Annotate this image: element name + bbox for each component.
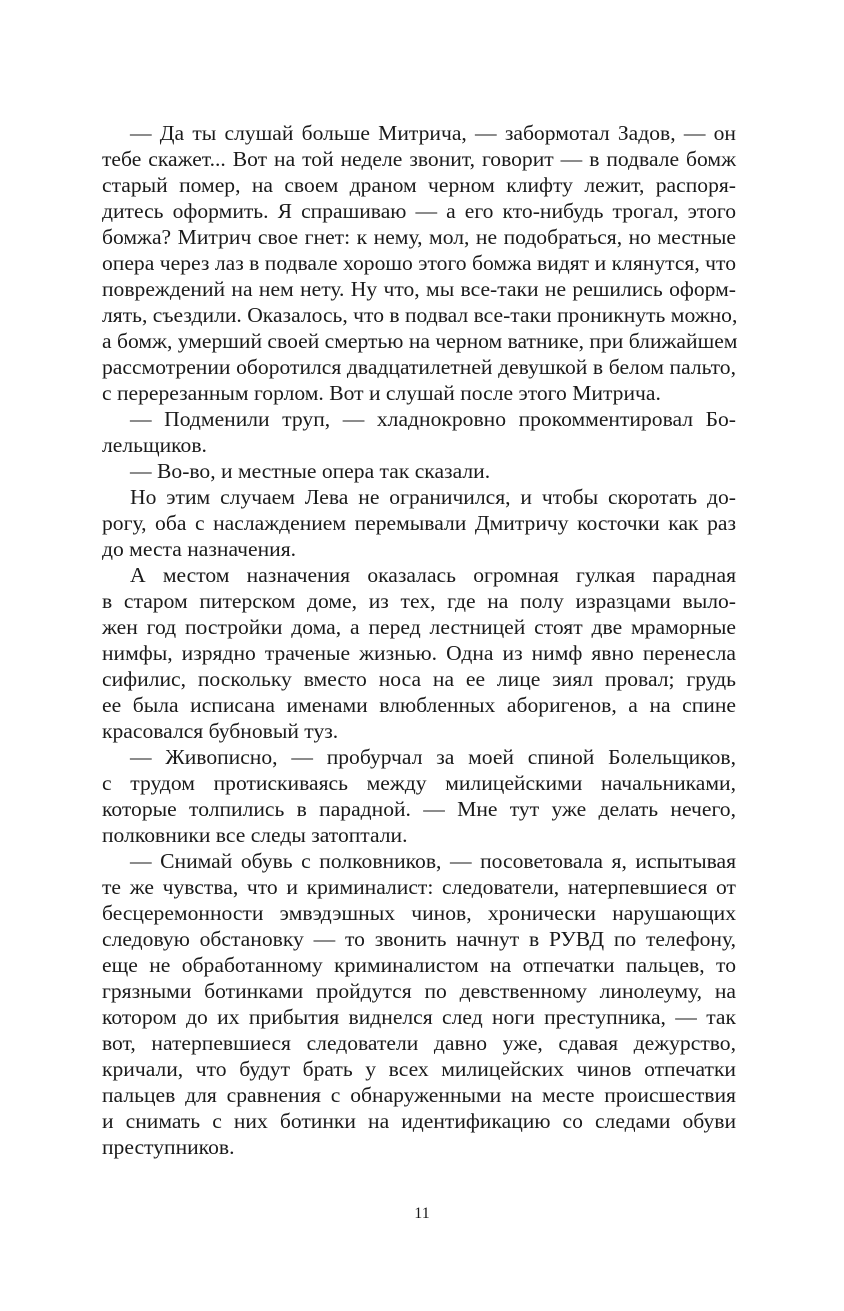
- text-line: — Живописно, — пробурчал за моей спиной Болельщиков,: [130, 745, 736, 769]
- body-text: [102, 120, 736, 1160]
- text-line: полковники все следы затоптали.: [102, 823, 408, 847]
- text-line: сифилис, поскольку вместо носа на ее лице зиял провал; грудь: [102, 667, 736, 691]
- text-line: рассмотрении оборотился двадцатилетней девушкой в белом пальто,: [102, 355, 736, 379]
- text-line: в старом питерском доме, из тех, где на полу изразцами выло-: [102, 589, 736, 613]
- text-line: до места назначения.: [102, 537, 297, 561]
- text-line: А местом назначения оказалась огромная гулкая парадная: [130, 563, 736, 587]
- text-line: котором до их прибытия виднелся след ноги преступника, — так: [102, 1005, 736, 1029]
- text-line: бесцеремонности эмвэдэшных чинов, хронически нарушающих: [102, 901, 736, 925]
- text-line: рогу, оба с наслаждением перемывали Дмитричу косточки как раз: [102, 511, 736, 535]
- text-line: вот, натерпевшиеся следователи давно уже, сдавая дежурство,: [102, 1031, 736, 1055]
- text-line: грязными ботинками пройдутся по девственному линолеуму, на: [102, 979, 736, 1003]
- text-line: — Подменили труп, — хладнокровно прокомментировал Бо-: [130, 407, 736, 431]
- text-line: следовую обстановку — то звонить начнут в РУВД по телефону,: [102, 927, 736, 951]
- text-line: с перерезанным горлом. Вот и слушай после этого Митрича.: [102, 381, 661, 405]
- text-line: бомжа? Митрич свое гнет: к нему, мол, не подобраться, но местные: [102, 225, 736, 249]
- text-line: тебе скажет... Вот на той неделе звонит, говорит — в подвале бомж: [102, 147, 736, 171]
- text-line: преступников.: [102, 1135, 235, 1159]
- page-number: 11: [414, 1205, 430, 1222]
- text-line: — Да ты слушай больше Митрича, — забормотал Задов, — он: [130, 121, 736, 145]
- text-line: кричали, что будут брать у всех милицейских чинов отпечатки: [102, 1057, 736, 1081]
- text-line: красовался бубновый туз.: [102, 719, 339, 743]
- text-line: которые толпились в парадной. — Мне тут уже делать нечего,: [102, 797, 736, 821]
- text-line: пальцев для сравнения с обнаруженными на месте происшествия: [102, 1083, 736, 1107]
- text-line: жен год постройки дома, а перед лестницей стоят две мраморные: [102, 615, 736, 639]
- text-line: Но этим случаем Лева не ограничился, и чтобы скоротать до-: [130, 485, 736, 509]
- text-line: опера через лаз в подвале хорошо этого бомжа видят и клянутся, что: [102, 251, 736, 275]
- text-line: лять, съездили. Оказалось, что в подвал все-таки проникнуть можно,: [102, 303, 738, 327]
- text-line: а бомж, умерший своей смертью на черном ватнике, при ближайшем: [102, 329, 738, 353]
- text-line: дитесь оформить. Я спрашиваю — а его кто-нибудь трогал, этого: [102, 199, 736, 223]
- text-line: — Снимай обувь с полковников, — посоветовала я, испытывая: [130, 849, 736, 873]
- text-line: повреждений на нем нету. Ну что, мы все-таки не решились оформ-: [102, 277, 736, 301]
- text-line: нимфы, изрядно траченые жизнью. Одна из нимф явно перенесла: [102, 641, 736, 665]
- text-line: и снимать с них ботинки на идентификацию со следами обуви: [102, 1109, 736, 1133]
- text-line: те же чувства, что и криминалист: следователи, натерпевшиеся от: [102, 875, 736, 899]
- text-line: ее была исписана именами влюбленных аборигенов, а на спине: [102, 693, 736, 717]
- text-line: старый помер, на своем драном черном клифту лежит, распоря-: [102, 173, 736, 197]
- text-line: еще не обработанному криминалистом на отпечатки пальцев, то: [102, 953, 736, 977]
- text-line: — Во-во, и местные опера так сказали.: [130, 459, 491, 483]
- text-line: с трудом протискиваясь между милицейскими начальниками,: [102, 771, 736, 795]
- text-line: лельщиков.: [102, 433, 207, 457]
